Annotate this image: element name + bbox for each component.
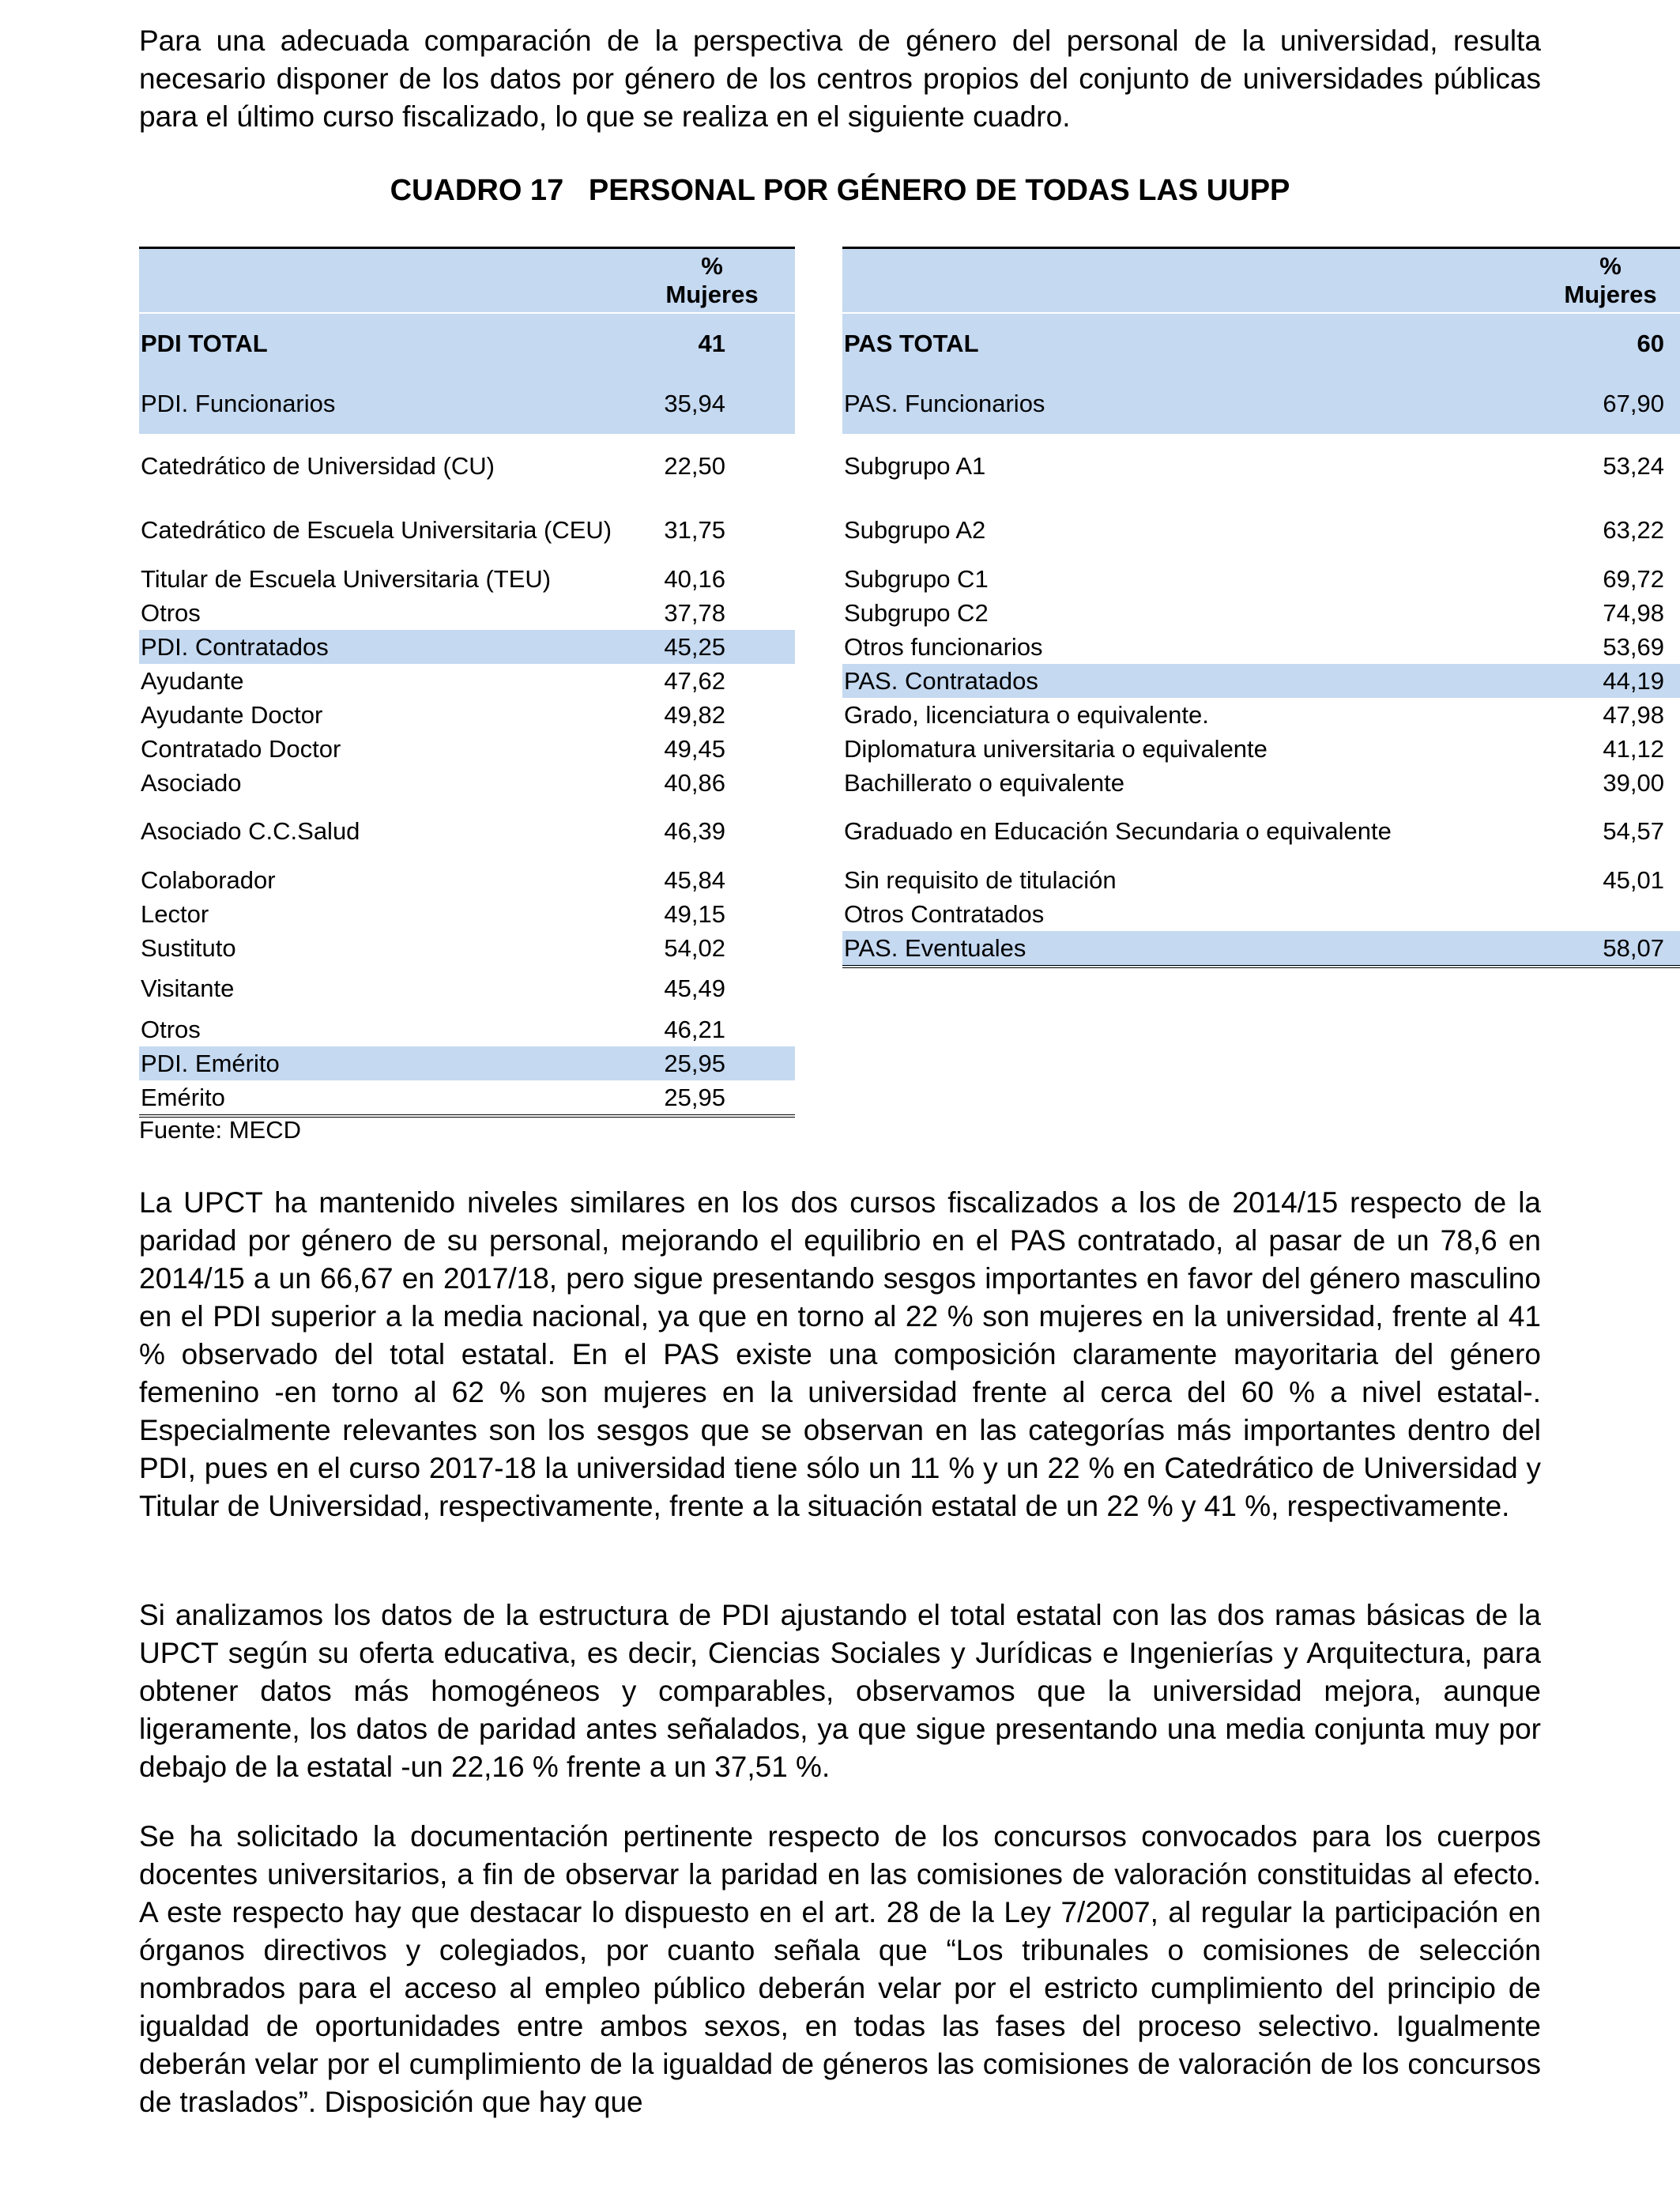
table-row [139, 562, 795, 596]
body-paragraph-4: Se ha solicitado la documentación pertinente respecto de los concursos convocados para los cuerpos docentes universitarios, a fin de observar la paridad en las comisiones de valoración constituidas al efecto. A este respecto hay que destacar lo dispuesto en el art. 28 de la Ley 7/2007, al regular la participación en órganos directivos y colegiados, por cuanto señala que “Los tribunales o comisiones de selección nombrados para el acceso al empleo público deberán velar por el estricto cumplimiento del principio de igualdad de oportunidades entre ambos sexos, en todas las fases del proceso selectivo. Igualmente deberán velar por el cumplimiento de la igualdad de géneros las comisiones de valoración de los concursos de traslados”. Disposición que hay que [139, 1820, 1541, 2118]
row-value: 40,86 [664, 768, 725, 797]
pdi-header-blank [139, 248, 629, 314]
row-value: 46,39 [664, 817, 725, 845]
table-row [842, 630, 1680, 664]
pdi-header-line2: Mujeres [665, 281, 759, 308]
row-label: Subgrupo A1 [844, 452, 986, 480]
table-row [139, 1080, 795, 1116]
table-row [842, 499, 1680, 562]
pas-total-value: 60 [1522, 313, 1680, 374]
row-label: PDI. Funcionarios [139, 374, 629, 434]
row-label: Bachillerato o equivalente [844, 768, 1125, 797]
row-label: Graduado en Educación Secundaria o equivalente [844, 817, 1392, 845]
row-value: 31,75 [664, 516, 725, 544]
row-label: Lector [141, 899, 209, 928]
row-label: PDI. Contratados [139, 630, 629, 664]
table-row [139, 434, 795, 499]
table-row [139, 374, 795, 434]
row-label: PAS. Contratados [842, 664, 1522, 698]
row-label: Contratado Doctor [141, 734, 341, 763]
row-value: 63,22 [1603, 516, 1664, 544]
row-value: 53,69 [1603, 632, 1664, 661]
table-row [842, 800, 1680, 863]
row-value: 37,78 [664, 598, 725, 627]
table-row [842, 562, 1680, 596]
table-row [139, 698, 795, 732]
row-value: 45,84 [664, 865, 725, 894]
row-value: 54,02 [664, 933, 725, 962]
pas-header-row [842, 248, 1680, 314]
row-value: 49,15 [664, 899, 725, 928]
table-row [139, 863, 795, 897]
row-label: PDI. Emérito [139, 1046, 629, 1080]
table-row [139, 596, 795, 630]
row-label: Catedrático de Universidad (CU) [141, 452, 495, 480]
pdi-header-row [139, 248, 795, 314]
table-row [139, 897, 795, 931]
intro-paragraph: Para una adecuada comparación de la perspectiva de género del personal de la universidad, resulta necesario disponer de los datos por género de los centros propios del conjunto de universidades públicas para el último curso fiscalizado, lo que se realiza en el siguiente cuadro. [139, 25, 1541, 133]
row-value: 40,16 [664, 564, 725, 593]
row-label: Otros [141, 598, 201, 627]
pas-header-blank [842, 248, 1522, 314]
row-value: 54,57 [1603, 817, 1664, 845]
table-row [842, 931, 1680, 967]
row-label: Diplomatura universitaria o equivalente [844, 734, 1268, 763]
table-row [139, 931, 795, 965]
pdi-total-value: 41 [629, 313, 795, 374]
row-value: 41,12 [1603, 734, 1664, 763]
body-paragraph-3: Si analizamos los datos de la estructura de PDI ajustando el total estatal con las dos ramas básicas de la UPCT según su oferta educativa, es decir, Ciencias Sociales y Jurídicas e Ingenierías y Arquitectura, para obtener datos más homogéneos y comparables, observamos que la universidad mejora, aunque ligeramente, los datos de paridad antes señalados, ya que sigue presentando una media conjunta muy por debajo de la estatal -un 22,16 % frente a un 37,51 %. [139, 1599, 1541, 1783]
row-label: Sustituto [141, 933, 236, 962]
row-label: Asociado [141, 768, 242, 797]
pdi-total-row [139, 313, 795, 374]
body-paragraph-2: La UPCT ha mantenido niveles similares en los dos cursos fiscalizados a los de 2014/15 respecto de la paridad por género de su personal, mejorando el equilibrio en el PAS contratado, al pasar de un 78,6 en 2014/15 a un 66,67 en 2017/18, pero sigue presentando sesgos importantes en favor del género masculino en el PDI superior a la media nacional, ya que en torno al 22 % son mujeres en la universidad, frente al 41 % observado del total estatal. En el PAS existe una composición claramente mayoritaria del género femenino -en torno al 62 % son mujeres en la universidad frente al cerca del 60 % a nivel estatal-. Especialmente relevantes son los sesgos que se observan en las categorías más importantes dentro del PDI, pues en el curso 2017-18 la universidad tiene sólo un 11 % y un 22 % en Catedrático de Universidad y Titular de Universidad, respectivamente, frente a la situación estatal de un 22 % y 41 %, respectivamente. [139, 1186, 1541, 1522]
table-row [842, 374, 1680, 434]
row-label: Visitante [141, 974, 235, 1002]
table-row [139, 965, 795, 1012]
row-value: 67,90 [1522, 374, 1680, 434]
row-label: PAS. Funcionarios [842, 374, 1522, 434]
row-label: Otros [141, 1015, 201, 1043]
table-row [139, 732, 795, 766]
row-value: 25,95 [629, 1080, 795, 1116]
row-label: Sin requisito de titulación [844, 865, 1117, 894]
row-value: 45,49 [664, 974, 725, 1002]
pdi-total-label: PDI TOTAL [139, 313, 629, 374]
table-row [139, 630, 795, 664]
table-row [139, 766, 795, 800]
table-row [139, 1046, 795, 1080]
row-value: 45,01 [1603, 865, 1664, 894]
row-value: 47,62 [664, 666, 725, 695]
pas-total-label: PAS TOTAL [842, 313, 1522, 374]
row-label: Asociado C.C.Salud [141, 817, 360, 845]
row-label: Subgrupo C1 [844, 564, 989, 593]
row-label: Subgrupo C2 [844, 598, 989, 627]
pas-table [842, 247, 1680, 968]
table-row [842, 732, 1680, 766]
table-row [842, 698, 1680, 732]
row-label: Titular de Escuela Universitaria (TEU) [141, 564, 552, 593]
table-source: Fuente: MECD [139, 1116, 302, 1144]
table-row [842, 596, 1680, 630]
row-value: 53,24 [1603, 452, 1664, 480]
row-value [1522, 897, 1680, 931]
row-value: 25,95 [629, 1046, 795, 1080]
pas-header-line1: % [1599, 252, 1622, 280]
pas-header-line2: Mujeres [1564, 281, 1657, 308]
row-label: PAS. Eventuales [842, 931, 1522, 967]
row-label: Grado, licenciatura o equivalente. [844, 700, 1209, 729]
row-value: 47,98 [1603, 700, 1664, 729]
row-value: 45,25 [629, 630, 795, 664]
row-value: 58,07 [1522, 931, 1680, 967]
row-label: Catedrático de Escuela Universitaria (CEU) [141, 516, 612, 544]
row-label: Otros funcionarios [844, 632, 1043, 661]
row-value: 46,21 [664, 1015, 725, 1043]
table-row [842, 766, 1680, 800]
table-title: CUADRO 17 PERSONAL POR GÉNERO DE TODAS LAS UUPP [390, 174, 1290, 207]
row-label: Otros Contratados [844, 899, 1045, 928]
table-row [139, 1012, 795, 1046]
table-row [842, 664, 1680, 698]
row-label: Ayudante Doctor [141, 700, 323, 729]
row-label: Emérito [139, 1080, 629, 1116]
row-value: 49,82 [664, 700, 725, 729]
pdi-table [139, 247, 795, 1118]
row-value: 22,50 [664, 452, 725, 480]
pdi-header-line1: % [701, 252, 723, 280]
row-label: Ayudante [141, 666, 244, 695]
table-row [842, 863, 1680, 897]
row-value: 44,19 [1522, 664, 1680, 698]
table-row [842, 434, 1680, 499]
row-value: 69,72 [1603, 564, 1664, 593]
row-value: 39,00 [1603, 768, 1664, 797]
pdi-header-percent [629, 248, 795, 314]
row-value: 35,94 [629, 374, 795, 434]
table-row [139, 664, 795, 698]
table-row [842, 897, 1680, 931]
table-row [139, 499, 795, 562]
row-label: Subgrupo A2 [844, 516, 986, 544]
pas-header-percent [1522, 248, 1680, 314]
table-row [139, 800, 795, 863]
row-value: 49,45 [664, 734, 725, 763]
row-value: 74,98 [1603, 598, 1664, 627]
pas-total-row [842, 313, 1680, 374]
row-label: Colaborador [141, 865, 276, 894]
